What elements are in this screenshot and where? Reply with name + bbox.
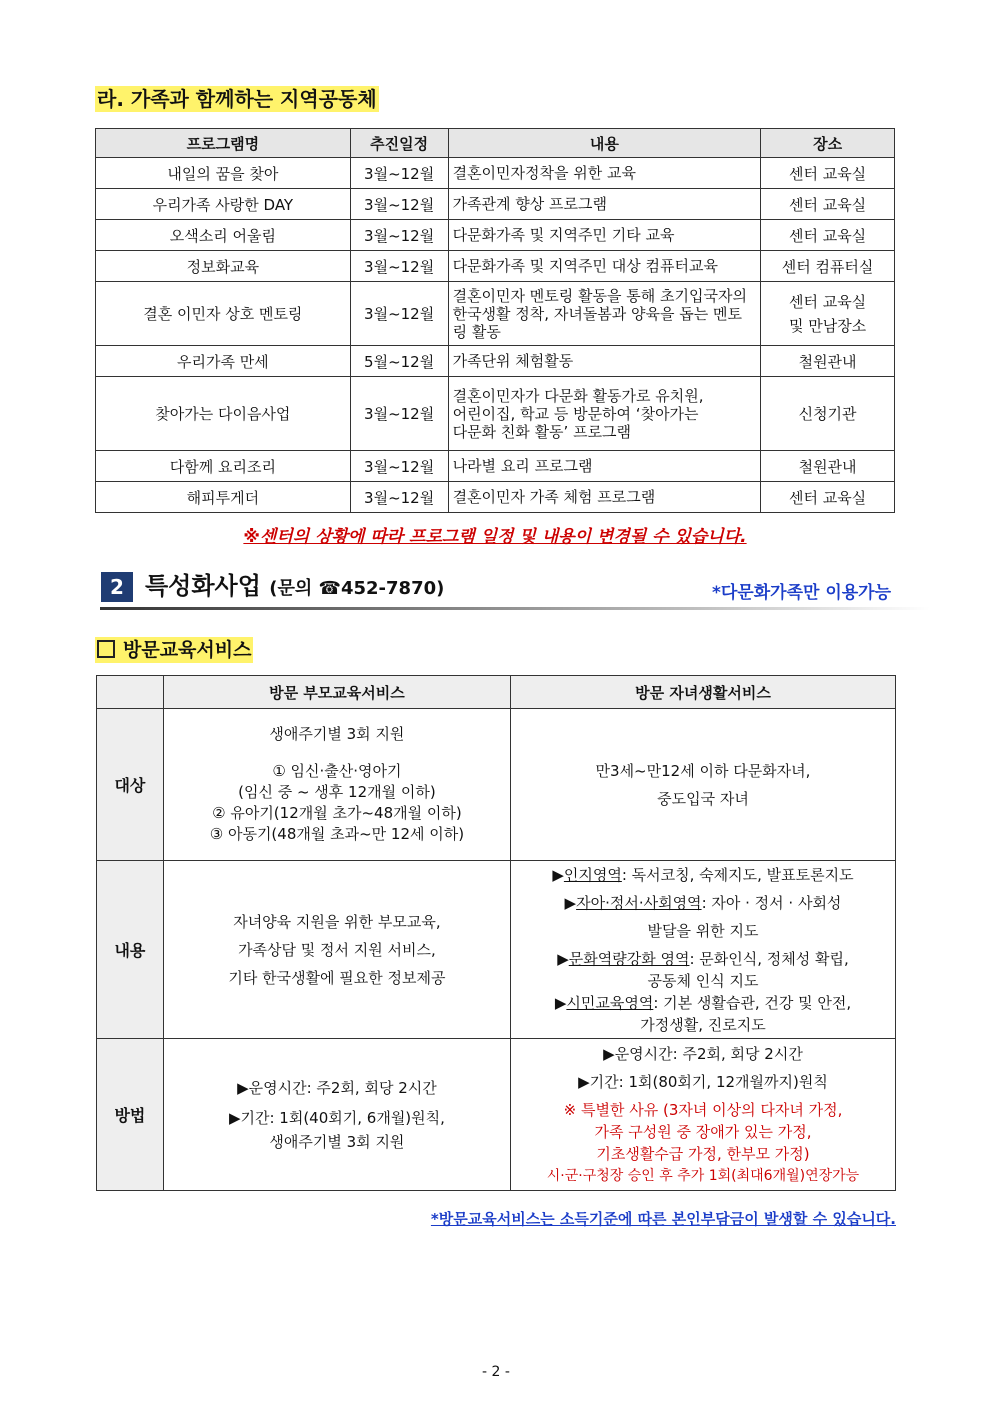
method-parent-line: ▶운영시간: 주2회, 회당 2시간 [237,1078,437,1097]
table-row [96,189,895,220]
table-row [96,220,895,251]
content-child-cell [510,861,895,1039]
row-label-method: 방법 [97,1039,164,1191]
method-child-exception-line: 시·군·구청장 승인 후 추가 1회(최대6개월)연장가능 [546,1167,860,1184]
content-cell: 결혼이민자정착을 위한 교육 [448,158,761,189]
section-heading-title: 특성화사업 [145,572,261,600]
schedule-cell: 3월~12월 [350,282,448,346]
header-child-service: 방문 자녀생활서비스 [510,676,895,709]
method-parent-cell [163,1039,510,1191]
section-contact: (문의 ☎452-7870) [269,578,445,599]
method-parent-line: ▶기간: 1회(40회기, 6개월)원칙, [228,1108,445,1127]
method-child-line: ▶기간: 1회(80회기, 12개월까지)원칙 [578,1072,828,1091]
content-cell: 결혼이민자가 다문화 활동가로 유치원, 어린이집, 학교 등 방문하여 ‘찾아가는 다문화 친화 활동’ 프로그램 [448,377,761,451]
content-cell: 다문화가족 및 지역주민 기타 교육 [448,220,761,251]
row-label-target: 대상 [97,709,164,861]
header-program: 프로그램명 [96,129,351,158]
header-content: 내용 [448,129,761,158]
content-cell: 결혼이민자 가족 체험 프로그램 [448,482,761,513]
section-title: 라. 가족과 함께하는 지역공동체 [97,87,377,111]
section-number-badge: 2 [101,572,133,602]
target-parent-line: 생애주기별 3회 지원 [269,725,405,743]
schedule-cell: 3월~12월 [350,482,448,513]
subsection-title-text: 방문교육서비스 [123,639,252,661]
method-child-exception-line: 가족 구성원 중 장애가 있는 가정, [594,1122,812,1141]
target-parent-line: ① 임신·출산·영아기 [272,762,402,780]
method-child-exception-line: ※ 특별한 사유 (3자녀 이상의 다자녀 가정, [563,1100,843,1119]
place-cell: 철원관내 [761,346,895,377]
table-row [96,158,895,189]
content-child-line: ▶자아·정서·사회영역: 자아 · 정서 · 사회성 [564,893,842,912]
place-cell: 센터 교육실 [761,220,895,251]
content-cell: 가족단위 체험활동 [448,346,761,377]
schedule-cell: 3월~12월 [350,451,448,482]
content-child-line: ▶인지영역: 독서코칭, 숙제지도, 발표토론지도 [552,865,854,884]
method-child-exception-line: 기초생활수급 가정, 한부모 가정) [596,1144,810,1163]
place-cell: 센터 교육실 [761,482,895,513]
table-row [96,482,895,513]
content-cell: 다문화가족 및 지역주민 대상 컴퓨터교육 [448,251,761,282]
section-heading [145,568,444,607]
program-name-cell: 해피투게더 [96,482,351,513]
target-parent-cell [163,709,510,861]
content-child-line: 공동체 인식 지도 [647,971,759,990]
header-schedule: 추진일정 [350,129,448,158]
place-cell: 센터 교육실 및 만남장소 [761,282,895,346]
content-cell: 나라별 요리 프로그램 [448,451,761,482]
schedule-cell: 3월~12월 [350,189,448,220]
place-cell: 센터 컴퓨터실 [761,251,895,282]
content-child-line: ▶시민교육영역: 기본 생활습관, 건강 및 안전, [554,993,852,1012]
target-parent-line: ③ 아동기(48개월 초과~만 12세 이하) [209,825,465,843]
heading-divider [100,607,930,610]
method-child-cell [510,1039,895,1191]
schedule-change-note: ※센터의 상황에 따라 프로그램 일정 및 내용이 변경될 수 있습니다. [243,527,747,547]
place-cell: 센터 교육실 [761,158,895,189]
table-header-row [96,129,895,158]
page-number: - 2 - [482,1364,510,1380]
row-label-content: 내용 [97,861,164,1039]
program-name-cell: 결혼 이민자 상호 멘토링 [96,282,351,346]
program-table [95,128,895,513]
program-name-cell: 찾아가는 다이음사업 [96,377,351,451]
target-child-cell [510,709,895,861]
content-cell: 결혼이민자 멘토링 활동을 통해 초기입국자의 한국생활 정착, 자녀돌봄과 양육을 돕는 멘토링 활동 [448,282,761,346]
content-parent-cell [163,861,510,1039]
subsection-title [95,637,253,663]
visit-service-table [96,675,896,1191]
header-place: 장소 [761,129,895,158]
header-parent-service: 방문 부모교육서비스 [163,676,510,709]
table-row [96,282,895,346]
content-parent-line: 자녀양육 지원을 위한 부모교육, [233,912,441,931]
place-cell: 신청기관 [761,377,895,451]
method-child-line: ▶운영시간: 주2회, 회당 2시간 [603,1044,803,1063]
place-cell: 철원관내 [761,451,895,482]
program-name-cell: 내일의 꿈을 찾아 [96,158,351,189]
content-child-line: ▶문화역량강화 영역: 문화인식, 정체성 확립, [557,949,849,968]
table-row [96,346,895,377]
schedule-cell: 3월~12월 [350,220,448,251]
program-name-cell: 우리가족 만세 [96,346,351,377]
table-row [96,377,895,451]
schedule-cell: 5월~12월 [350,346,448,377]
program-name-cell: 오색소리 어울림 [96,220,351,251]
method-parent-line: 생애주기별 3회 지원 [269,1132,405,1151]
checkbox-square-icon [97,640,115,658]
content-cell: 가족관계 향상 프로그램 [448,189,761,220]
target-child-line: 중도입국 자녀 [657,789,749,808]
fee-note: *방문교육서비스는 소득기준에 따른 본인부담금이 발생할 수 있습니다. [430,1210,896,1228]
target-parent-line: (임신 중 ~ 생후 12개월 이하) [238,783,436,801]
eligibility-note: *다문화가족만 이용가능 [712,583,892,603]
table-row [96,251,895,282]
content-child-line: 가정생활, 진로지도 [640,1015,766,1034]
content-parent-line: 가족상담 및 정서 지원 서비스, [238,940,436,959]
place-cell: 센터 교육실 [761,189,895,220]
program-name-cell: 다함께 요리조리 [96,451,351,482]
schedule-cell: 3월~12월 [350,251,448,282]
table-row [96,451,895,482]
corner-cell [97,676,164,709]
program-name-cell: 우리가족 사랑한 DAY [96,189,351,220]
content-child-line: 발달을 위한 지도 [647,921,759,940]
program-name-cell: 정보화교육 [96,251,351,282]
target-child-line: 만3세~만12세 이하 다문화자녀, [595,761,811,780]
content-parent-line: 기타 한국생활에 필요한 정보제공 [228,968,446,987]
schedule-cell: 3월~12월 [350,377,448,451]
schedule-cell: 3월~12월 [350,158,448,189]
target-parent-line: ② 유아기(12개월 초가~48개월 이하) [212,804,462,822]
